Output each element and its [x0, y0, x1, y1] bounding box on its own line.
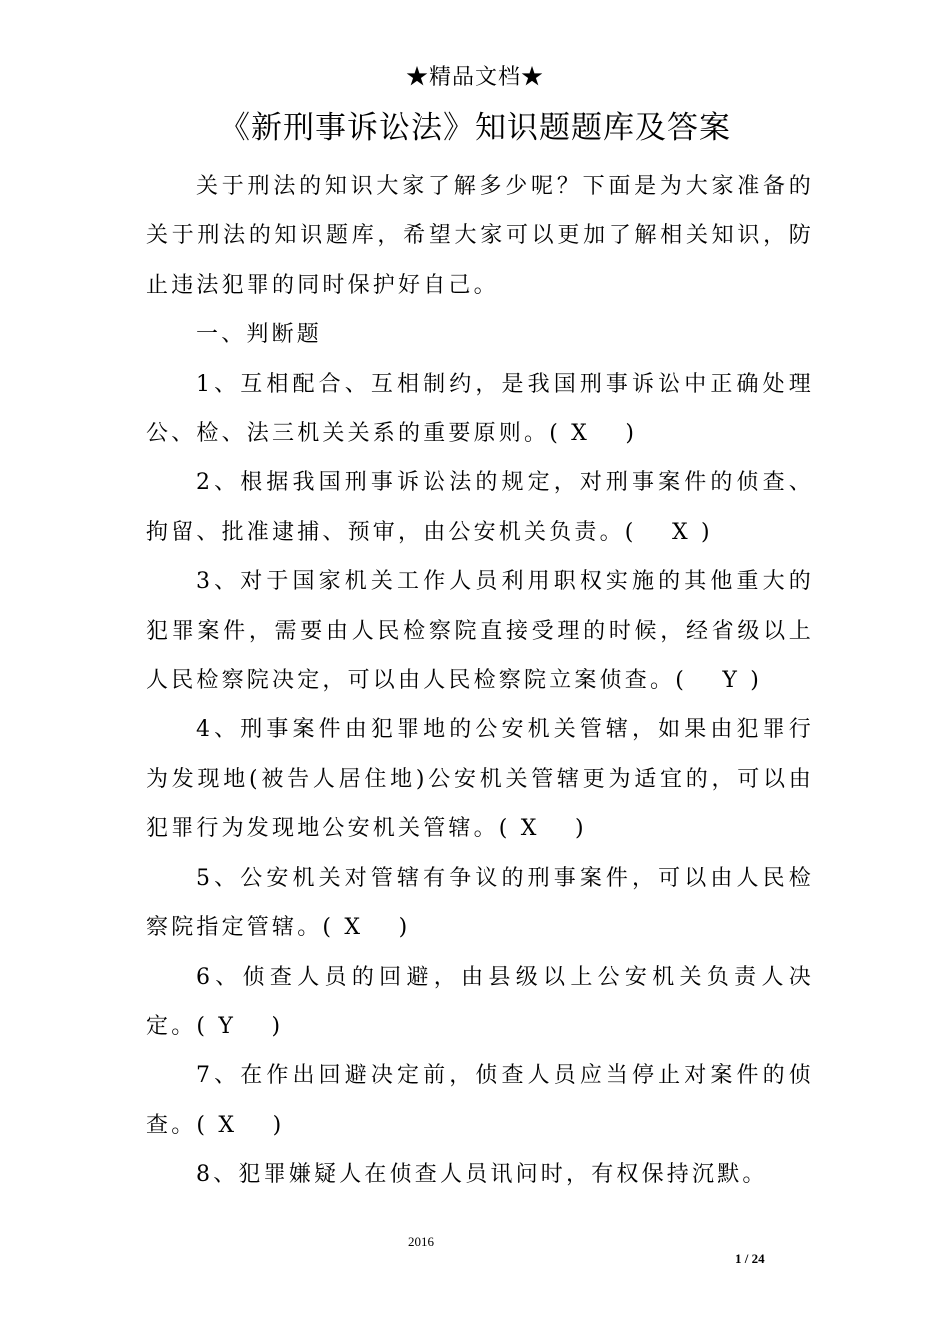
question-1: 1、互相配合、互相制约，是我国刑事诉讼中正确处理公、检、法三机关关系的重要原则。( X ): [146, 371, 814, 447]
page-number: 1 / 24: [735, 1251, 765, 1266]
section-heading: 一、判断题: [196, 322, 323, 348]
intro-paragraph: 关于刑法的知识大家了解多少呢？下面是为大家准备的关于刑法的知识题库，希望大家可以更加了解相关知识，防止违法犯罪的同时保护好自己。: [146, 174, 814, 298]
question-8: 8、犯罪嫌疑人在侦查人员讯问时，有权保持沉默。: [196, 1162, 768, 1188]
question-6: 6、侦查人员的回避，由县级以上公安机关负责人决定。( Y ): [146, 964, 814, 1039]
question-3: 3、对于国家机关工作人员利用职权实施的其他重大的犯罪案件，需要由人民检察院直接受理的时候，经省级以上人民检察院决定，可以由人民检察院立案侦查。( Y ): [146, 569, 814, 694]
document-title: 《新刑事诉讼法》知识题题库及答案: [219, 110, 731, 146]
question-4: 4、刑事案件由犯罪地的公安机关管辖，如果由犯罪行为发现地(被告人居住地)公安机关管辖更为适宜的，可以由犯罪行为发现地公安机关管辖。( X ): [146, 717, 814, 842]
question-7: 7、在作出回避决定前，侦查人员应当停止对案件的侦查。( X ): [146, 1063, 814, 1138]
question-5: 5、公安机关对管辖有争议的刑事案件，可以由人民检察院指定管辖。( X ): [146, 865, 814, 941]
question-2: 2、根据我国刑事诉讼法的规定，对刑事案件的侦查、拘留、批准逮捕、预审，由公安机关负责。( X ): [146, 470, 814, 545]
header-mark: ★精品文档★: [405, 65, 544, 90]
footer-year: 2016: [408, 1234, 434, 1249]
document-body: [146, 162, 814, 1200]
